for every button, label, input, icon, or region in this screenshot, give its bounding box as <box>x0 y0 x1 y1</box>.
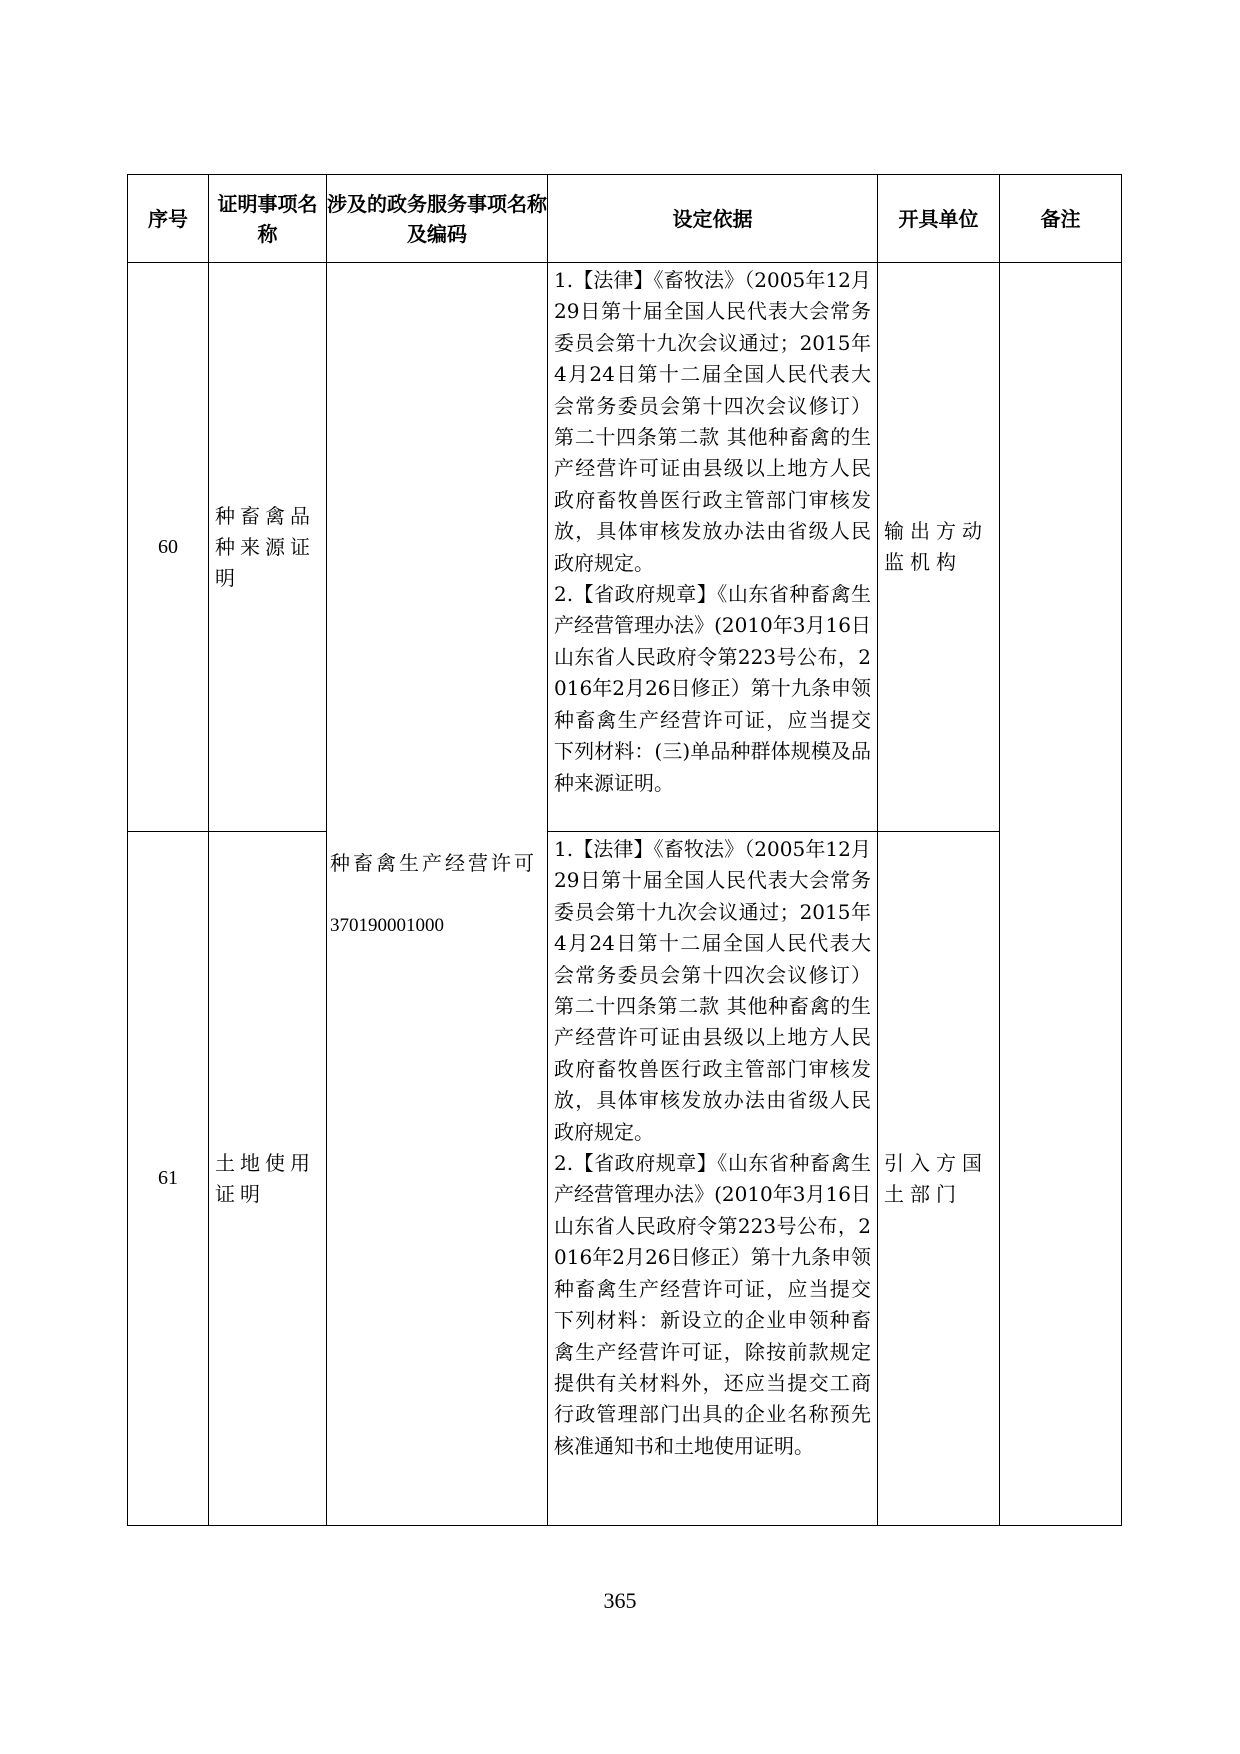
row-basis <box>548 832 878 1526</box>
remark-cell <box>1000 263 1122 1526</box>
table-header-row <box>128 175 1122 263</box>
service-code: 370190001000 <box>330 914 444 936</box>
row-issuing-unit: 引入方国土部门 <box>878 832 1000 1526</box>
table-row <box>128 263 1122 832</box>
certification-items-table <box>127 174 1122 1526</box>
header-name: 证明事项名称 <box>209 175 327 263</box>
header-unit: 开具单位 <box>878 175 1000 263</box>
row-issuing-unit: 输出方动监机构 <box>878 263 1000 832</box>
shared-service-cell <box>327 263 548 1526</box>
row-item-name: 种畜禽品种来源证明 <box>209 263 327 832</box>
row-seq: 61 <box>128 832 209 1526</box>
row-seq: 60 <box>128 263 209 832</box>
table-row <box>128 832 1122 1526</box>
basis-paragraph: 1.【法律】《畜牧法》（2005年12月29日第十届全国人民代表大会常务委员会第十九次会议通过；2015年4月24日第十二届全国人民代表大会常务委员会第十四次会议修订）第二十四条第二款 其他种畜禽的生产经营许可证由县级以上地方人民政府畜牧兽医行政主管部门审核发放，具体审核发放办法由省级人民政府规定。 <box>554 837 871 1144</box>
row-basis <box>548 263 878 832</box>
header-service: 涉及的政务服务事项名称及编码 <box>327 175 548 263</box>
basis-paragraph: 2.【省政府规章】《山东省种畜禽生产经营管理办法》(2010年3月16日山东省人民政府令第223号公布，2016年2月26日修正）第十九条申领种畜禽生产经营许可证，应当提交下列材料：(三)单品种群体规模及品种来源证明。 <box>554 582 871 795</box>
service-name: 种畜禽生产经营许可 <box>330 850 537 875</box>
basis-paragraph: 2.【省政府规章】《山东省种畜禽生产经营管理办法》(2010年3月16日山东省人民政府令第223号公布，2016年2月26日修正）第十九条申领种畜禽生产经营许可证，应当提交下列材料：新设立的企业申领种畜禽生产经营许可证，除按前款规定提供有关材料外，还应当提交工商行政管理部门出具的企业名称预先核准通知书和土地使用证明。 <box>554 1151 871 1458</box>
header-basis: 设定依据 <box>548 175 878 263</box>
header-remark: 备注 <box>1000 175 1122 263</box>
page-number: 365 <box>603 1588 637 1613</box>
basis-paragraph: 1.【法律】《畜牧法》（2005年12月29日第十届全国人民代表大会常务委员会第十九次会议通过；2015年4月24日第十二届全国人民代表大会常务委员会第十四次会议修订）第二十四条第二款 其他种畜禽的生产经营许可证由县级以上地方人民政府畜牧兽医行政主管部门审核发放，具体审核发放办法由省级人民政府规定。 <box>554 268 871 575</box>
header-seq: 序号 <box>128 175 209 263</box>
row-item-name: 土地使用证明 <box>209 832 327 1526</box>
